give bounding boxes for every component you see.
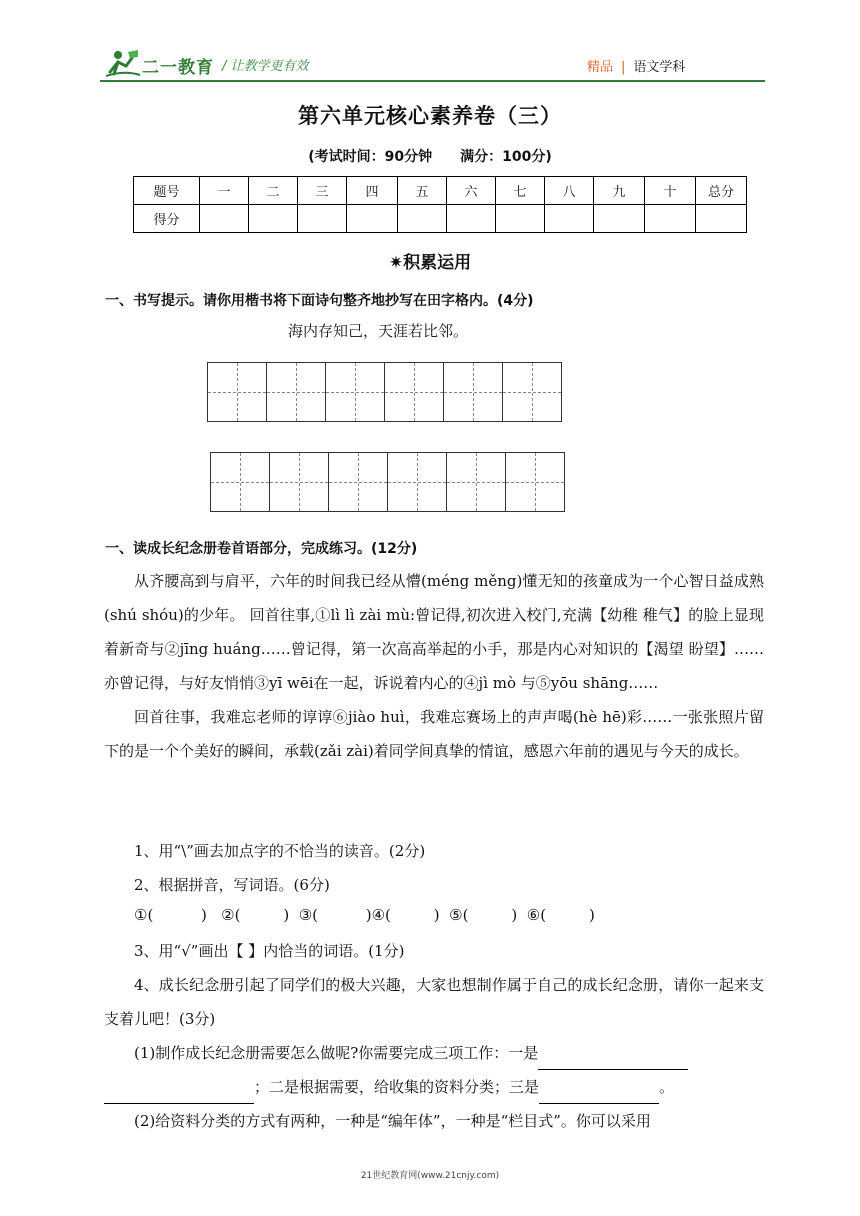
sub-question-4 (104, 968, 764, 1036)
sub-question-2: 2、根据拼音，写词语。(6分) (134, 876, 330, 894)
table-cell: 七 (496, 177, 545, 205)
table-cell: 总分 (696, 177, 747, 205)
poem-line: 海内存知己，天涯若比邻。 (288, 322, 469, 340)
tianzige-cell[interactable] (266, 362, 326, 422)
score-cell[interactable] (347, 205, 398, 233)
score-table-header-row (134, 177, 747, 205)
sub-question-4-1-part-b: ；二是根据需要，给收集的资料分类；三是 (254, 1078, 540, 1096)
tianzige-cell[interactable] (325, 362, 385, 422)
page-title: 第六单元核心素养卷（三） (298, 104, 562, 128)
table-cell: 二 (249, 177, 298, 205)
q1-heading: 一、书写提示。请你用楷书将下面诗句整齐地抄写在田字格内。(4分) (105, 293, 534, 309)
logo-text: 二一教育 (142, 58, 214, 78)
header-divider (100, 80, 765, 82)
premium-label: 精品 (587, 60, 614, 75)
header-separator: | (621, 60, 626, 75)
table-cell: 五 (398, 177, 447, 205)
tianzige-row-2 (211, 452, 565, 512)
score-cell[interactable] (398, 205, 447, 233)
answer-blank[interactable] (539, 1102, 659, 1104)
table-cell: 十 (645, 177, 696, 205)
footer: 21世纪教育网(www.21cnjy.com) (360, 1171, 500, 1181)
tianzige-cell[interactable] (207, 362, 267, 422)
score-cell[interactable] (298, 205, 347, 233)
table-cell: 题号 (134, 177, 200, 205)
tianzige-cell[interactable] (210, 452, 270, 512)
passage-paragraph-1: 从齐腰高到与肩平，六年的时间我已经从懵(méng měng)懂无知的孩童成为一个心智日益成熟(shú shóu)的少年。 回首往事,①lì lì zài mù:曾记得,初次进入校门,充满【幼稚 稚气】的脸上显现着新奇与②jīng huáng……曾记得，第一次高高举起的小手，那是内心对知识的【渴望 盼望】……亦曾记得，与好友悄悄③yī wēi在一起，诉说着内心的④jì mò 与⑤yōu shāng…… (104, 572, 764, 692)
tianzige-cell[interactable] (443, 362, 503, 422)
sub-question-4-1 (104, 1036, 764, 1104)
score-cell[interactable] (645, 205, 696, 233)
exam-score: 满分：100分) (460, 149, 552, 165)
subject-label: 语文学科 (633, 60, 686, 75)
table-cell: 一 (200, 177, 249, 205)
score-cell[interactable] (249, 205, 298, 233)
tianzige-cell[interactable] (269, 452, 329, 512)
sub-question-1: 1、用“\”画去加点字的不恰当的读音。(2分) (134, 842, 426, 860)
table-cell: 八 (545, 177, 594, 205)
tianzige-row-1 (208, 362, 562, 422)
score-cell[interactable] (496, 205, 545, 233)
tianzige-cell[interactable] (387, 452, 447, 512)
tianzige-cell[interactable] (505, 452, 565, 512)
tianzige-cell[interactable] (502, 362, 562, 422)
score-table-score-row (134, 205, 747, 233)
pinyin-answer-blanks[interactable]: ①( ) ②( ) ③( )④( ) ⑤( ) ⑥( ) (134, 906, 595, 924)
header-right (587, 56, 685, 75)
sub-question-4-1-part-a: (1)制作成长纪念册需要怎么做呢?你需要完成三项工作：一是 (134, 1044, 539, 1062)
sub-question-4-2: (2)给资料分类的方式有两种，一种是“编年体”，一种是“栏目式”。你可以采用 (134, 1112, 651, 1130)
tianzige-cell[interactable] (384, 362, 444, 422)
tianzige-cell[interactable] (446, 452, 506, 512)
score-cell[interactable] (696, 205, 747, 233)
table-cell: 六 (447, 177, 496, 205)
score-table (133, 176, 747, 233)
table-cell: 得分 (134, 205, 200, 233)
slogan: / 让教学更有效 (222, 59, 309, 74)
score-cell[interactable] (594, 205, 645, 233)
passage (104, 564, 764, 768)
score-cell[interactable] (447, 205, 496, 233)
sub-question-4-1-part-c: 。 (659, 1078, 675, 1096)
table-cell: 九 (594, 177, 645, 205)
sub-question-3: 3、用“√”画出【 】内恰当的词语。(1分) (134, 942, 405, 960)
section-title: ✷积累运用 (388, 253, 472, 273)
tianzige-cell[interactable] (328, 452, 388, 512)
exam-time: (考试时间：90分钟 (308, 149, 433, 165)
score-cell[interactable] (200, 205, 249, 233)
sub-question-4-text: 4、成长纪念册引起了同学们的极大兴趣，大家也想制作属于自己的成长纪念册，请你一起来支支着儿吧！(3分) (104, 976, 764, 1028)
exam-info (0, 146, 860, 166)
q2-heading: 一、读成长纪念册卷首语部分，完成练习。(12分) (105, 541, 418, 557)
answer-blank[interactable] (104, 1102, 254, 1104)
passage-paragraph-2: 回首往事，我难忘老师的谆谆⑥jiào huì，我难忘赛场上的声声喝(hè hē)彩……一张张照片留下的是一个个美好的瞬间，承载(zǎi zài)着同学间真挚的情谊，感恩六年前的遇见与今天的成长。 (104, 708, 764, 760)
table-cell: 三 (298, 177, 347, 205)
table-cell: 四 (347, 177, 398, 205)
score-cell[interactable] (545, 205, 594, 233)
